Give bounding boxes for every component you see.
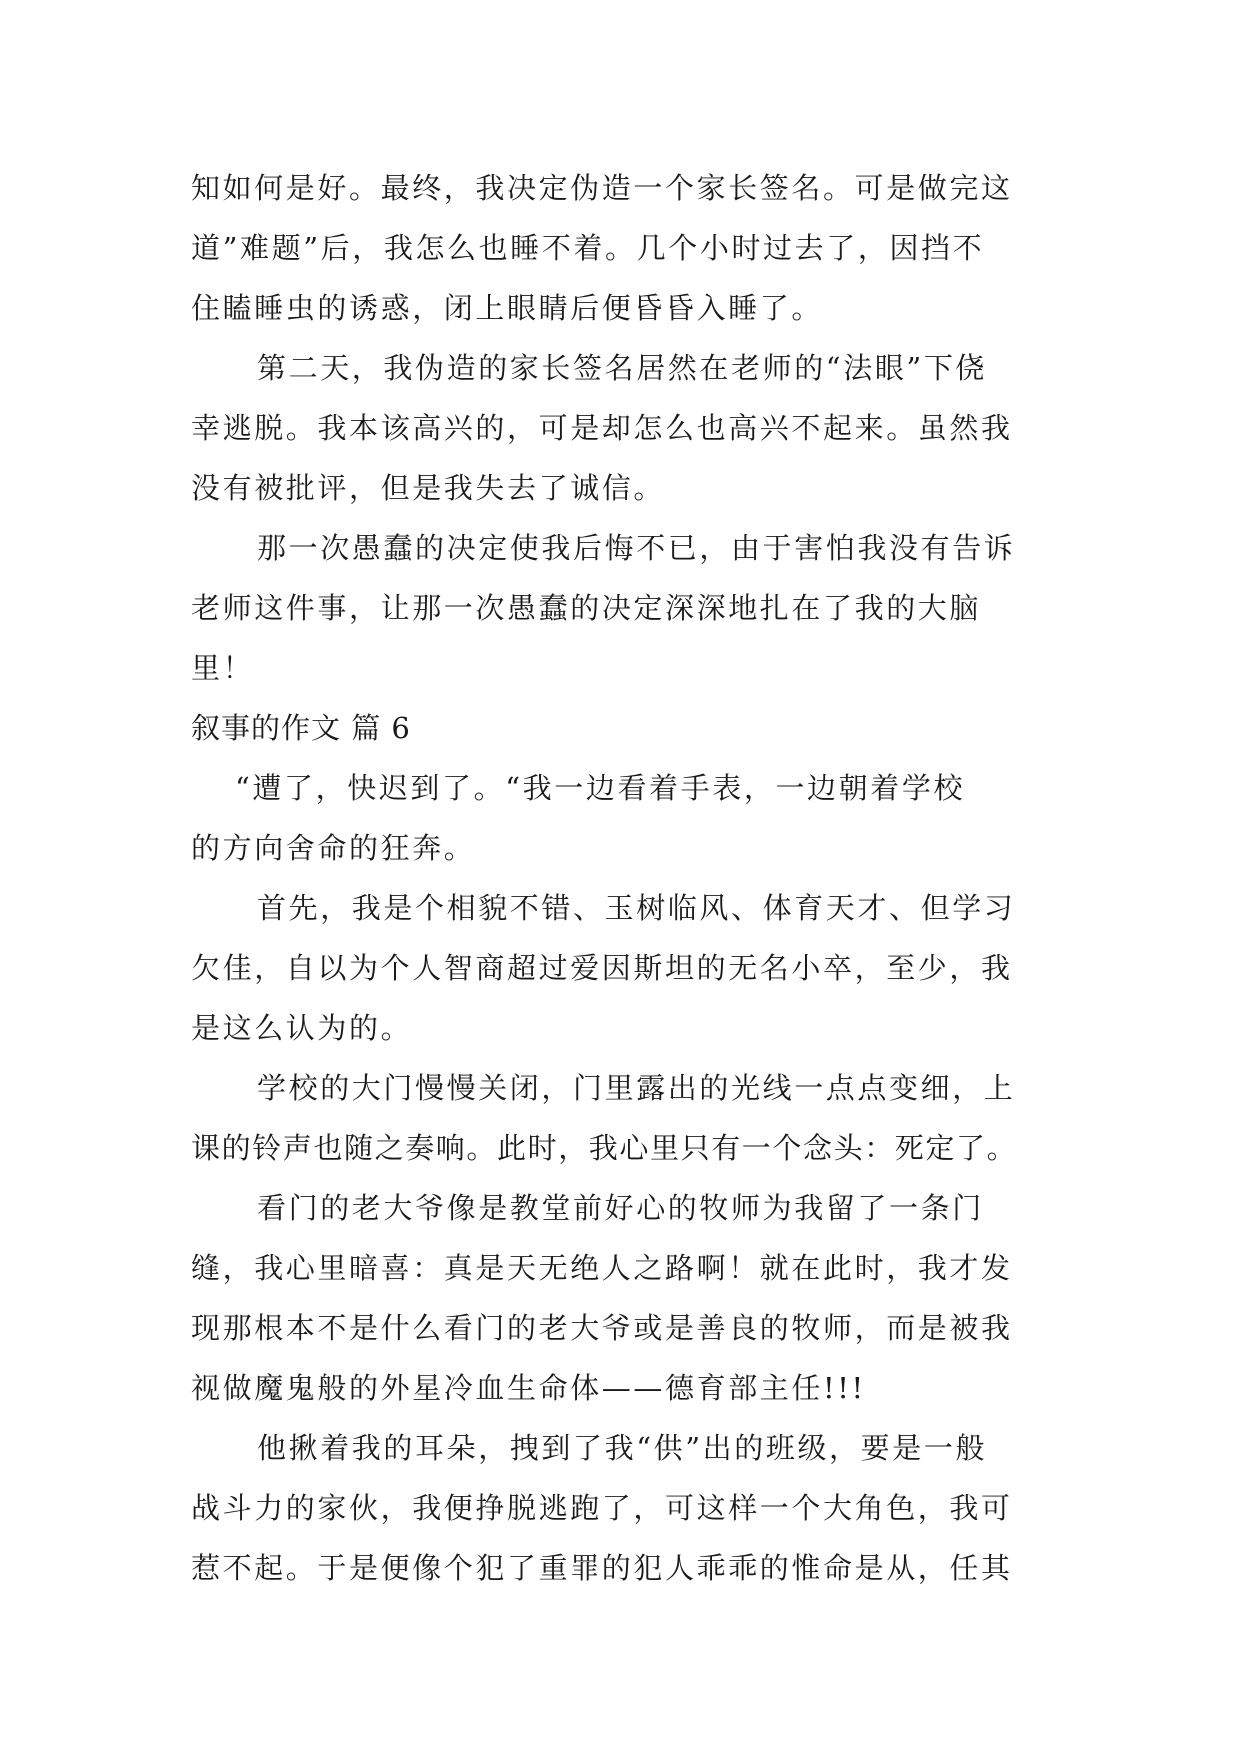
paragraph-line: 缝，我心里暗喜：真是天无绝人之路啊！就在此时，我才发 [191, 1251, 1013, 1285]
paragraph-line: 学校的大门慢慢关闭，门里露出的光线一点点变细，上 [257, 1071, 1016, 1105]
essay-text [191, 158, 1051, 1598]
paragraph-line: 视做魔鬼般的外星冷血生命体——德育部主任!!! [191, 1371, 866, 1405]
paragraph-line: 知如何是好。最终，我决定伪造一个家长签名。可是做完这 [191, 171, 1013, 205]
paragraph-line: 里！ [191, 651, 255, 685]
paragraph-line: 他揪着我的耳朵，拽到了我“供”出的班级，要是一般 [257, 1431, 988, 1465]
paragraph-line: 没有被批评，但是我失去了诚信。 [191, 471, 666, 505]
paragraph-line: 战斗力的家伙，我便挣脱逃跑了，可这样一个大角色，我可 [191, 1491, 1013, 1525]
paragraph-line: 住瞌睡虫的诱惑，闭上眼睛后便昏昏入睡了。 [191, 291, 824, 325]
section-heading: 叙事的作文 篇 6 [191, 711, 411, 745]
paragraph-line: 看门的老大爷像是教堂前好心的牧师为我留了一条门 [257, 1191, 984, 1225]
paragraph-line: 课的铃声也随之奏响。此时，我心里只有一个念头：死定了。 [191, 1131, 1018, 1165]
paragraph-line: 欠佳，自以为个人智商超过爱因斯坦的无名小卒，至少，我 [191, 951, 1013, 985]
paragraph-line: 首先，我是个相貌不错、玉树临风、体育天才、但学习 [257, 891, 1016, 925]
paragraph-line: “遭了，快迟到了。“我一边看着手表，一边朝着学校 [235, 771, 966, 805]
paragraph-line: 道”难题”后，我怎么也睡不着。几个小时过去了，因挡不 [191, 231, 985, 265]
paragraph-line: 第二天，我伪造的家长签名居然在老师的“法眼”下侥 [257, 351, 988, 385]
paragraph-line: 幸逃脱。我本该高兴的，可是却怎么也高兴不起来。虽然我 [191, 411, 1013, 445]
paragraph-line: 现那根本不是什么看门的老大爷或是善良的牧师，而是被我 [191, 1311, 1013, 1345]
paragraph-line: 老师这件事，让那一次愚蠢的决定深深地扎在了我的大脑 [191, 591, 982, 625]
paragraph-line: 是这么认为的。 [191, 1011, 413, 1045]
paragraph-line: 的方向舍命的狂奔。 [191, 831, 476, 865]
paragraph-line: 惹不起。于是便像个犯了重罪的犯人乖乖的惟命是从，任其 [191, 1551, 1013, 1585]
paragraph-line: 那一次愚蠢的决定使我后悔不已，由于害怕我没有告诉 [257, 531, 1016, 565]
